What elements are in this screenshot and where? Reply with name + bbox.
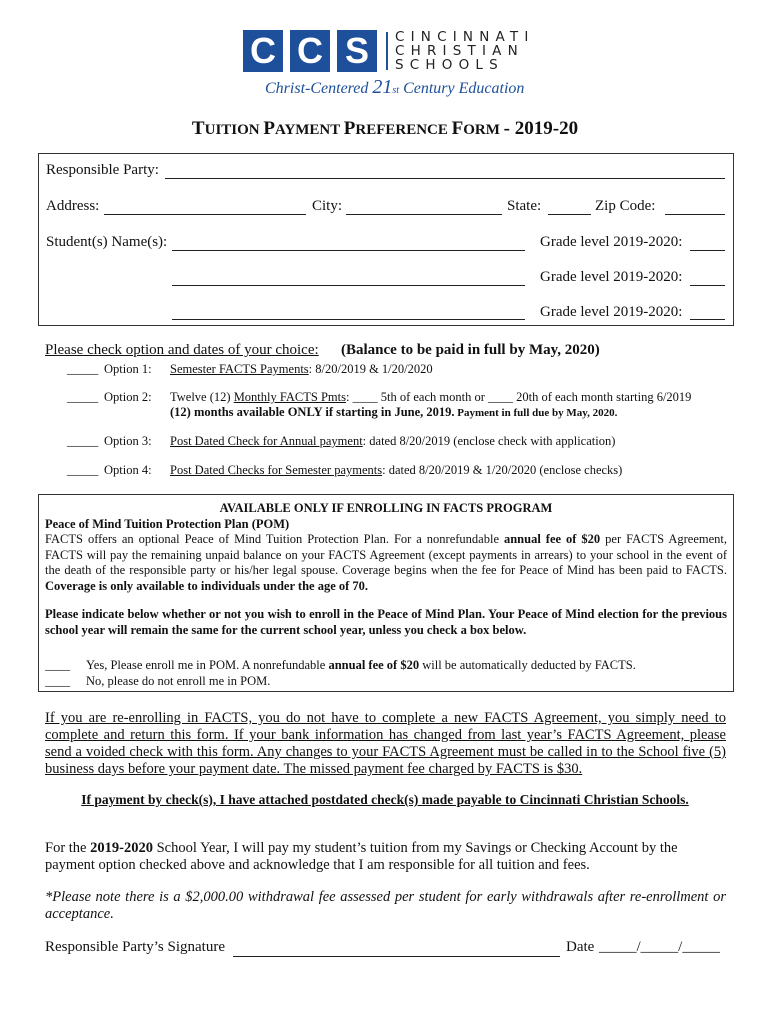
option-2-checkbox[interactable]: _____ <box>67 390 99 404</box>
grade-field[interactable] <box>690 285 725 286</box>
signature-field[interactable] <box>233 956 560 957</box>
pom-yes-checkbox[interactable]: ____ <box>45 658 70 672</box>
checks-note: If payment by check(s), I have attached postdated check(s) made payable to Cincinnati Christian Schools. <box>81 792 689 807</box>
responsible-party-label: Responsible Party: <box>46 162 159 178</box>
balance-note: (Balance to be paid in full by May, 2020) <box>341 342 600 358</box>
option-2-text: Twelve (12) Monthly FACTS Pmts: ____ 5th of each month or ____ 20th of each month starting 6/2019 <box>170 390 692 404</box>
option-4-checkbox[interactable]: _____ <box>67 463 99 477</box>
authorization-text: For the 2019-2020 School Year, I will pay my student’s tuition from my Savings or Checking Account by the payment option checked above and acknowledge that I am responsible for all tuition and fees. <box>45 840 678 873</box>
student-name-field[interactable] <box>172 285 525 286</box>
option-3-text: Post Dated Check for Annual payment: dated 8/20/2019 (enclose check with application) <box>170 434 616 448</box>
form-title: TUITION PAYMENT PREFERENCE FORM - 2019-20 <box>191 118 579 139</box>
pom-description: FACTS offers an optional Peace of Mind Tuition Protection Plan. For a nonrefundable annual fee of $20 per FACTS Agreement, FACTS will pay the remaining unpaid balance on your FACTS Agreement (except payments in arrears) to your school in the event of the death of the responsible party or his/her legal spouse. Coverage begins when the fee for Peace of Mind has been paid to FACTS. Coverage is only available to individuals under the age of 70. <box>45 532 728 593</box>
logo-letter: S <box>337 30 377 72</box>
option-2-label: Option 2: <box>104 390 152 404</box>
city-label: City: <box>312 198 343 214</box>
logo-word-cincinnati: CINCINNATI <box>395 29 535 45</box>
logo-word-schools: SCHOOLS <box>395 57 504 73</box>
pom-no-text: No, please do not enroll me in POM. <box>86 674 271 688</box>
date-label: Date <box>566 939 595 955</box>
pom-instruction: Please indicate below whether or not you wish to enroll in the Peace of Mind Plan. Your Peace of Mind election for the previous school year will remain the same for the current school year, unless you check a box below. <box>45 607 727 637</box>
party-info-box <box>38 153 734 326</box>
option-3-checkbox[interactable]: _____ <box>67 434 99 448</box>
address-label: Address: <box>46 198 100 214</box>
reenroll-notice: If you are re-enrolling in FACTS, you do not have to complete a new FACTS Agreement, you simply need to complete and return this form. If your bank information has changed from last year’s FACTS Agreement, please send a voided check with this form. Any changes to your FACTS Agreement must be called in to the School five (5) business days before your payment date. The missed payment fee charged by FACTS is $30. <box>45 710 726 777</box>
pom-box <box>38 494 734 692</box>
logo-letter: C <box>290 30 330 72</box>
option-1-text: Semester FACTS Payments: 8/20/2019 & 1/20/2020 <box>170 362 433 376</box>
city-field[interactable] <box>346 214 502 215</box>
grade-label: Grade level 2019-2020: <box>540 269 683 285</box>
pom-header: AVAILABLE ONLY IF ENROLLING IN FACTS PROGRAM <box>219 501 553 515</box>
students-label: Student(s) Name(s): <box>46 234 168 250</box>
option-2-note: (12) months available ONLY if starting in June, 2019. Payment in full due by May, 2020. <box>170 405 618 419</box>
student-name-field[interactable] <box>172 250 525 251</box>
zip-label: Zip Code: <box>595 198 656 214</box>
option-4-label: Option 4: <box>104 463 152 477</box>
grade-label: Grade level 2019-2020: <box>540 304 683 320</box>
state-field[interactable] <box>548 214 591 215</box>
option-3-label: Option 3: <box>104 434 152 448</box>
pom-title: Peace of Mind Tuition Protection Plan (POM) <box>45 517 290 531</box>
pom-no-checkbox[interactable]: ____ <box>45 674 70 688</box>
student-name-field[interactable] <box>172 319 525 320</box>
responsible-party-field[interactable] <box>165 178 725 179</box>
grade-field[interactable] <box>690 319 725 320</box>
state-label: State: <box>507 198 542 214</box>
address-field[interactable] <box>104 214 306 215</box>
option-1-checkbox[interactable]: _____ <box>67 362 99 376</box>
options-heading: Please check option and dates of your choice: <box>45 342 319 358</box>
option-4-text: Post Dated Checks for Semester payments: dated 8/20/2019 & 1/20/2020 (enclose checks) <box>170 463 623 477</box>
grade-field[interactable] <box>690 250 725 251</box>
zip-field[interactable] <box>665 214 725 215</box>
withdrawal-note: *Please note there is a $2,000.00 withdrawal fee assessed per student for early withdrawals after re-enrollment or acceptance. <box>45 889 726 922</box>
logo-divider <box>386 32 388 70</box>
date-field[interactable]: _____/_____/_____ <box>599 939 720 955</box>
logo-tagline: Christ-Centered 21st Century Education <box>265 76 525 98</box>
signature-label: Responsible Party’s Signature <box>45 939 225 955</box>
pom-yes-text: Yes, Please enroll me in POM. A nonrefundable annual fee of $20 will be automatically deducted by FACTS. <box>86 658 636 672</box>
logo-letter: C <box>243 30 283 72</box>
school-logo <box>243 30 533 98</box>
option-1-label: Option 1: <box>104 362 152 376</box>
logo-word-christian: CHRISTIAN <box>395 43 524 59</box>
grade-label: Grade level 2019-2020: <box>540 234 683 250</box>
